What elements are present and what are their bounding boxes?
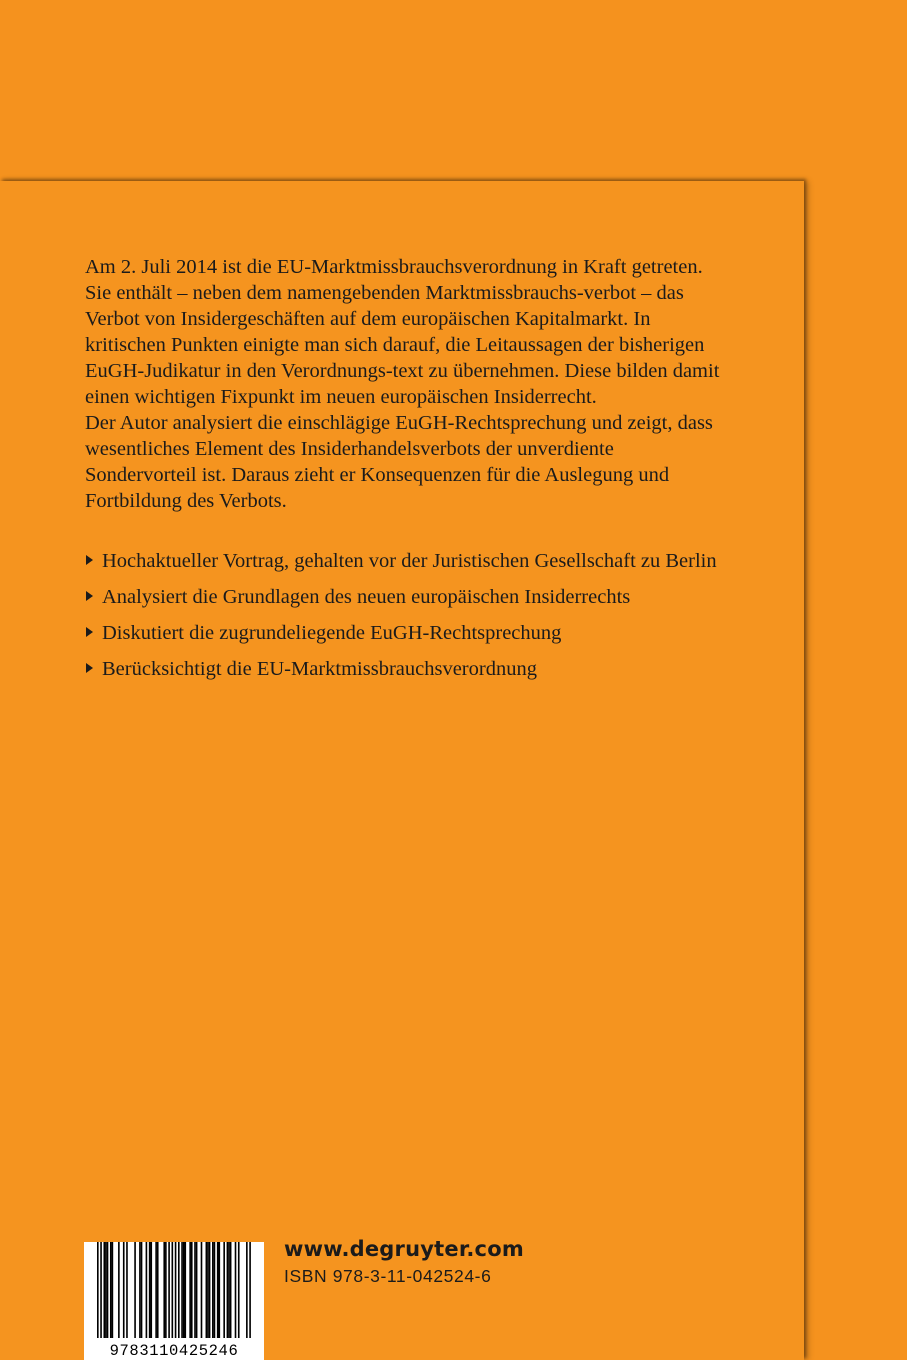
barcode-bar <box>181 1242 183 1338</box>
barcode-bar <box>201 1242 203 1338</box>
barcode-bar <box>214 1242 216 1338</box>
barcode-bar <box>163 1242 165 1338</box>
barcode <box>84 1242 264 1360</box>
isbn-number: ISBN 978-3-11-042524-6 <box>284 1266 492 1286</box>
barcode-bar <box>246 1242 248 1338</box>
feature-item: Hochaktueller Vortrag, gehalten vor der Juristischen Gesellschaft zu Berlin <box>85 548 725 574</box>
feature-item: Diskutiert die zugrundeliegende EuGH-Rechtsprechung <box>85 620 725 646</box>
barcode-bar <box>134 1242 136 1338</box>
feature-item: Berücksichtigt die EU-Marktmissbrauchsverordnung <box>85 656 725 682</box>
barcode-bar <box>194 1242 196 1338</box>
barcode-bar <box>235 1242 237 1338</box>
barcode-bar <box>172 1242 174 1338</box>
barcode-bar <box>100 1242 102 1338</box>
barcode-bar <box>228 1242 230 1338</box>
description-text <box>85 254 725 514</box>
barcode-bar <box>139 1242 141 1338</box>
barcode-bar <box>149 1242 151 1338</box>
barcode-bar <box>110 1242 112 1338</box>
barcode-bar <box>209 1242 211 1338</box>
barcode-bar <box>178 1242 180 1338</box>
triangle-bullet-icon <box>86 555 93 565</box>
barcode-bar <box>105 1242 107 1338</box>
barcode-bar <box>219 1242 221 1338</box>
publisher-url[interactable]: www.degruyter.com <box>284 1237 524 1261</box>
barcode-bar <box>146 1242 148 1338</box>
barcode-bar <box>157 1242 159 1338</box>
barcode-bar <box>150 1242 152 1338</box>
barcode-bar <box>189 1242 191 1338</box>
barcode-bar <box>107 1242 109 1338</box>
barcode-bar <box>97 1242 99 1338</box>
barcode-bar <box>191 1242 193 1338</box>
svg-text:9783110425246: 9783110425246 <box>109 1342 239 1360</box>
barcode-bar <box>126 1242 128 1338</box>
feature-item: Analysiert die Grundlagen des neuen europäischen Insiderrechts <box>85 584 725 610</box>
barcode-bar <box>141 1242 143 1338</box>
barcode-bar <box>212 1242 214 1338</box>
barcode-bar <box>184 1242 186 1338</box>
triangle-bullet-icon <box>86 627 93 637</box>
feature-list <box>85 548 725 692</box>
barcode-bar <box>168 1242 170 1338</box>
barcode-bar <box>223 1242 225 1338</box>
description-paragraph-1: Am 2. Juli 2014 ist die EU-Marktmissbrauchsverordnung in Kraft getreten. Sie enthält – neben dem namengebenden Marktmissbrauchs-verbot – das Verbot von Insidergeschäften auf dem europäischen Kapitalmarkt. In kritischen Punkten einigte man sich darauf, die Leitaussagen der bisherigen EuGH-Judikatur in den Verordnungs-text zu übernehmen. Diese bilden damit einen wichtigen Fixpunkt im neuen europäischen Insiderrecht. <box>85 256 720 408</box>
barcode-bar <box>155 1242 157 1338</box>
barcode-bar <box>217 1242 219 1338</box>
barcode-bar <box>175 1242 177 1338</box>
barcode-bar <box>249 1242 251 1338</box>
barcode-bar <box>183 1242 185 1338</box>
barcode-bar <box>118 1242 120 1338</box>
barcode-bar <box>165 1242 167 1338</box>
barcode-bar <box>123 1242 125 1338</box>
barcode-bar <box>206 1242 208 1338</box>
barcode-bar <box>207 1242 209 1338</box>
triangle-bullet-icon <box>86 591 93 601</box>
barcode-bar <box>227 1242 229 1338</box>
barcode-bar <box>230 1242 232 1338</box>
barcode-bar <box>238 1242 240 1338</box>
triangle-bullet-icon <box>86 663 93 673</box>
barcode-bar <box>112 1242 114 1338</box>
barcode-icon <box>84 1242 264 1360</box>
description-paragraph-2: Der Autor analysiert die einschlägige EuGH-Rechtsprechung und zeigt, dass wesentliches Element des Insiderhandelsverbots der unverdiente Sondervorteil ist. Daraus zieht er Konsequenzen für die Auslegung und Fortbildung des Verbots. <box>85 412 713 512</box>
barcode-bar <box>103 1242 105 1338</box>
barcode-bar <box>196 1242 198 1338</box>
